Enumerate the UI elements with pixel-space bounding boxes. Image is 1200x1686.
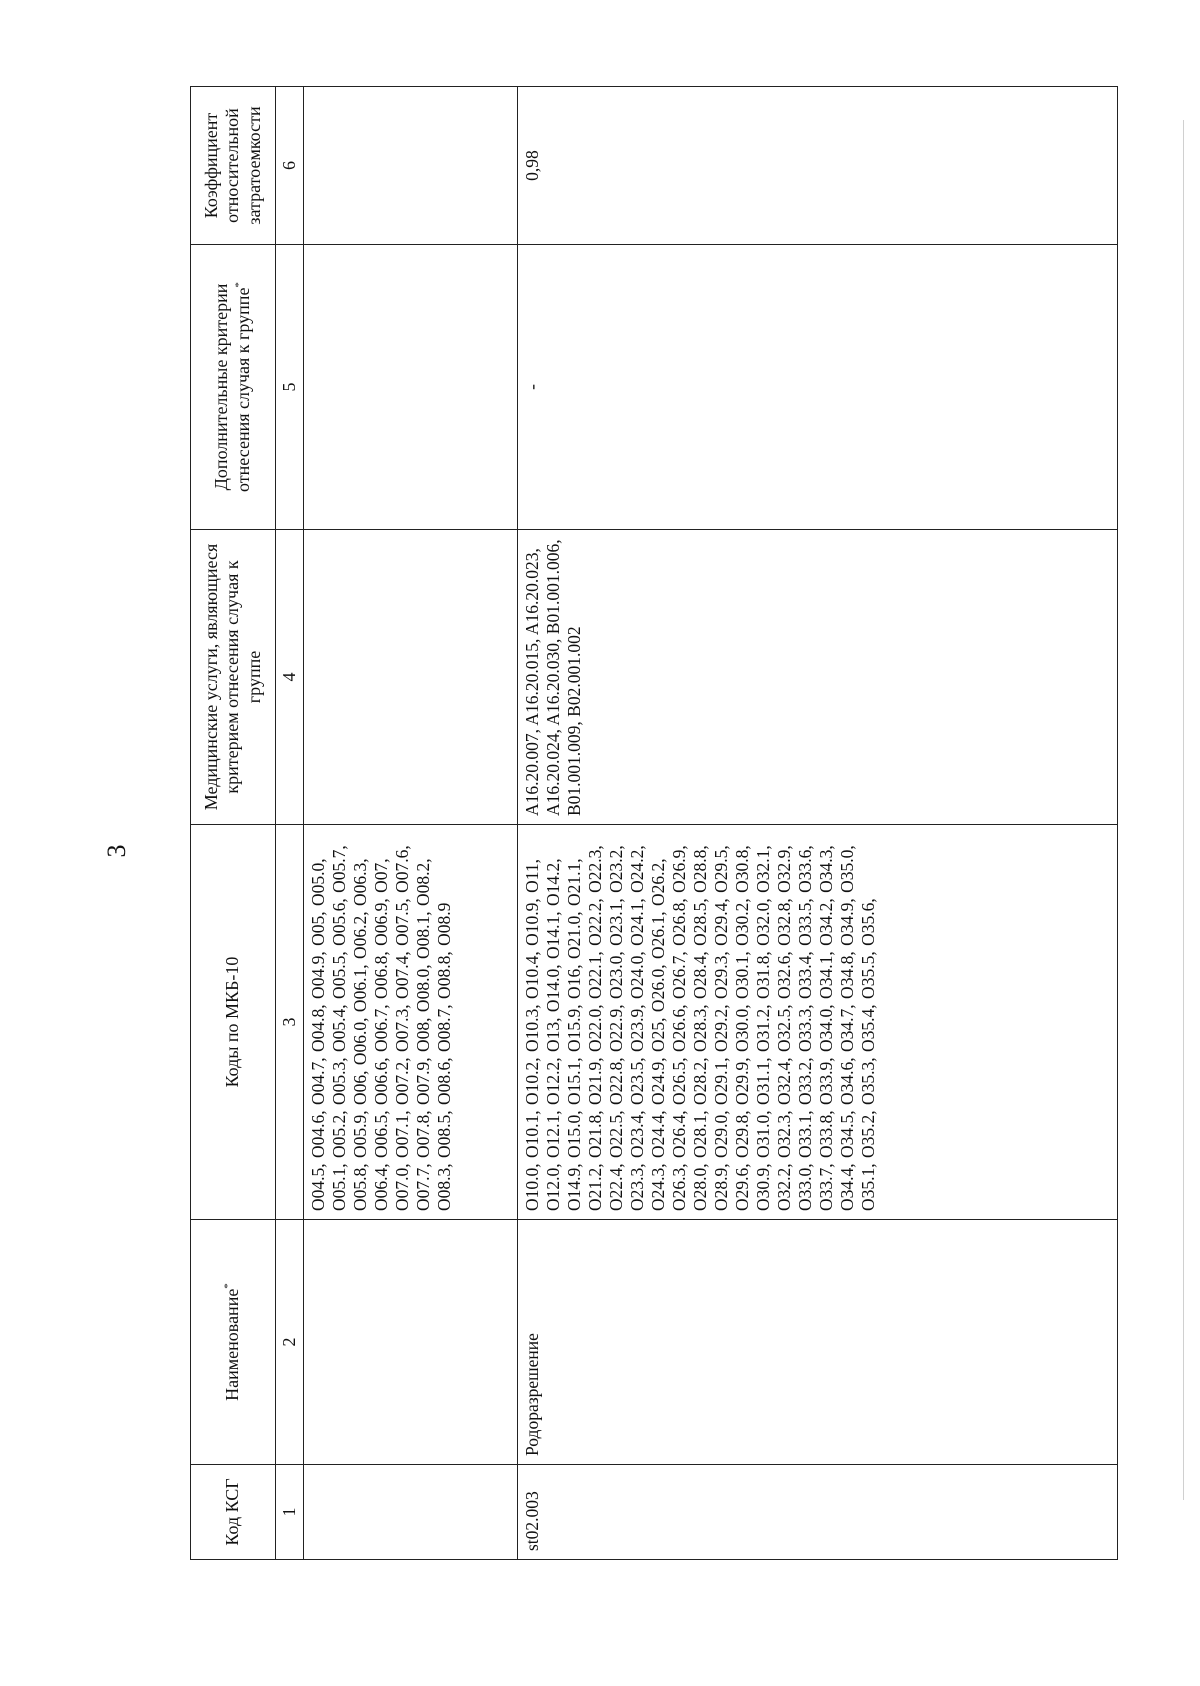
cell-coefficient: 0,98 (518, 87, 1118, 245)
page-number: 3 (102, 844, 131, 858)
column-number: 6 (276, 87, 304, 245)
cell-services (304, 530, 518, 825)
header-extra-criteria: Дополнительные критерии отнесения случая к группе* (191, 245, 276, 530)
cell-ksg-code (304, 1465, 518, 1560)
table-row (304, 87, 518, 1560)
column-number-row (276, 87, 304, 1560)
ksg-table (190, 86, 1118, 1560)
cell-coefficient (304, 87, 518, 245)
header-name: Наименование* (191, 1220, 276, 1465)
scan-edge-line (1183, 120, 1184, 1500)
table-row (518, 87, 1118, 1560)
cell-services: A16.20.007, A16.20.015, A16.20.023, A16.20.024, A16.20.030, B01.001.006, B01.001.009, B02.001.002 (518, 530, 1118, 825)
column-number: 4 (276, 530, 304, 825)
cell-name (304, 1220, 518, 1465)
header-mkb-codes: Коды по МКБ-10 (191, 825, 276, 1220)
header-medical-services: Медицинские услуги, являющиеся критерием отнесения случая к группе (191, 530, 276, 825)
column-number: 1 (276, 1465, 304, 1560)
header-ksg-code: Код КСГ (191, 1465, 276, 1560)
cell-name: Родоразрешение (518, 1220, 1118, 1465)
cell-extra-criteria: - (518, 245, 1118, 530)
cell-mkb-codes: O04.5, O04.6, O04.7, O04.8, O04.9, O05, O05.0, O05.1, O05.2, O05.3, O05.4, O05.5, O05.6, O05.7, O05.8, O05.9, O06, O06.0, O06.1, O06.2, O06.3, O06.4, O06.5, O06.6, O06.7, O06.8, O06.9, O07, O07.0, O07.1, O07.2, O07.3, O07.4, O07.5, O07.6, O07.7, O07.8, O07.9, O08, O08.0, O08.1, O08.2, O08.3, O08.5, O08.6, O08.7, O08.8, O08.9 (304, 825, 518, 1220)
column-number: 5 (276, 245, 304, 530)
cell-mkb-codes: O10.0, O10.1, O10.2, O10.3, O10.4, O10.9, O11, O12.0, O12.1, O12.2, O13, O14.0, O14.1, O14.2, O14.9, O15.0, O15.1, O15.9, O16, O21.0, O21.1, O21.2, O21.8, O21.9, O22.0, O22.1, O22.2, O22.3, O22.4, O22.5, O22.8, O22.9, O23.0, O23.1, O23.2, O23.3, O23.4, O23.5, O23.9, O24.0, O24.1, O24.2, O24.3, O24.4, O24.9, O25, O26.0, O26.1, O26.2, O26.3, O26.4, O26.5, O26.6, O26.7, O26.8, O26.9, O28.0, O28.1, O28.2, O28.3, O28.4, O28.5, O28.8, O28.9, O29.0, O29.1, O29.2, O29.3, O29.4, O29.5, O29.6, O29.8, O29.9, O30.0, O30.1, O30.2, O30.8, O30.9, O31.0, O31.1, O31.2, O31.8, O32.0, O32.1, O32.2, O32.3, O32.4, O32.5, O32.6, O32.8, O32.9, O33.0, O33.1, O33.2, O33.3, O33.4, O33.5, O33.6, O33.7, O33.8, O33.9, O34.0, O34.1, O34.2, O34.3, O34.4, O34.5, O34.6, O34.7, O34.8, O34.9, O35.0, O35.1, O35.2, O35.3, O35.4, O35.5, O35.6, (518, 825, 1118, 1220)
column-number: 2 (276, 1220, 304, 1465)
header-row (191, 87, 276, 1560)
column-number: 3 (276, 825, 304, 1220)
cell-ksg-code: st02.003 (518, 1465, 1118, 1560)
header-coefficient: Коэффициент относительной затратоемкости (191, 87, 276, 245)
ksg-table-rotated (190, 87, 1118, 1560)
cell-extra-criteria (304, 245, 518, 530)
